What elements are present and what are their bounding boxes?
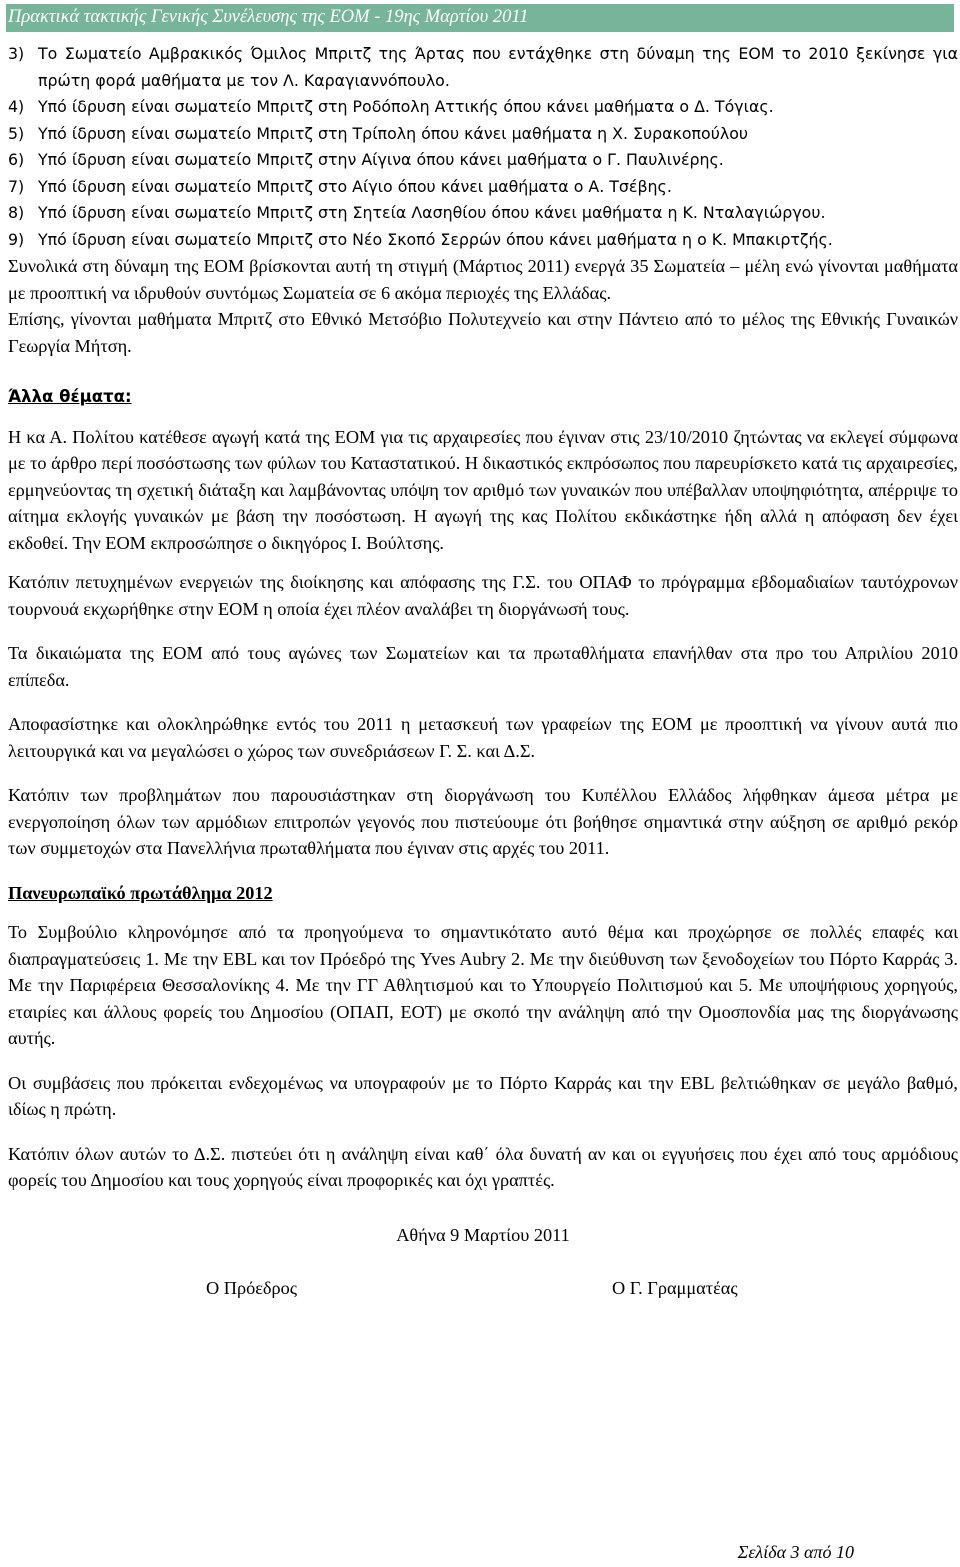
list-item-number: 7) bbox=[8, 176, 25, 196]
document-body bbox=[8, 41, 958, 1305]
page-number: Σελίδα 3 από 10 bbox=[737, 1542, 854, 1562]
list-item-number: 5) bbox=[8, 123, 25, 143]
list-item-text: Υπό ίδρυση είναι σωματείο Μπριτζ στην Αίγινα όπου κάνει μαθήματα ο Γ. Παυλινέρης. bbox=[38, 150, 724, 169]
paragraph-opap: Κατόπιν πετυχημένων ενεργειών της διοίκησης και απόφασης της Γ.Σ. του ΟΠΑΦ το πρόγραμμα εβδομαδιαίων ταυτόχρονων τουρνουά εκχωρήθηκε στην ΕΟΜ η οποία έχει πλέον αναλάβει τη διοργάνωσή τους. bbox=[8, 572, 958, 619]
paragraph-board-decision: Κατόπιν όλων αυτών το Δ.Σ. πιστεύει ότι η ανάληψη είναι καθ΄ όλα δυνατή αν και οι εγγυήσεις που έχει από τους αρμόδιους φορείς του Δημοσίου και τους χορηγούς είναι προφορικές και όχι γραπτές. bbox=[8, 1143, 958, 1190]
list-item-text: Υπό ίδρυση είναι σωματείο Μπριτζ στη Τρίπολη όπου κάνει μαθήματα η Χ. Συρακοπούλου bbox=[38, 123, 749, 143]
list-item-number: 9) bbox=[8, 229, 25, 249]
signature-president: Ο Πρόεδρος bbox=[206, 1278, 298, 1298]
paragraph-offices: Αποφασίστηκε και ολοκληρώθηκε εντός του 2011 η μετασκευή των γραφείων της ΕΟΜ με προοπτική να γίνουν αυτά πιο λειτουργικά και να μεγαλώσει ο χώρος των συνεδριάσεων Γ. Σ. και Δ.Σ. bbox=[8, 714, 958, 761]
club-list bbox=[8, 41, 958, 253]
list-item bbox=[8, 41, 958, 94]
paragraph-rights: Τα δικαιώματα της ΕΟΜ από τους αγώνες των Σωματείων και τα πρωταθλήματα επανήλθαν στα προ του Απριλίου 2010 επίπεδα. bbox=[8, 643, 958, 690]
list-item bbox=[8, 174, 958, 201]
list-item bbox=[8, 147, 958, 174]
list-item bbox=[8, 121, 958, 148]
list-item-text: Το Σωματείο Αμβρακικός Όμιλος Μπριτζ της Άρτας που εντάχθηκε στη δύναμη της ΕΟΜ το 2010 ξεκίνησε για πρώτη φορά μαθήματα με τον Λ. Καραγιαννόπουλο. bbox=[38, 44, 958, 90]
list-item-number: 8) bbox=[8, 203, 25, 222]
paragraph-european: Το Συμβούλιο κληρονόμησε από τα προηγούμενα το σημαντικότατο αυτό θέμα και προχώρησε σε πολλές επαφές και διαπραγματεύσεις 1. Με την EBL και τον Πρόεδρό της Yves Aubry 2. Με την διεύθυνση των ξενοδοχείων του Πόρτο Καρράς 3. Με την Παριφέρεια Θεσσαλονίκης 4. Με την ΓΓ Αθλητισμού και το Υπουργείο Πολιτισμού και 5. Με υποψήφιους χορηγούς, εταιρίες και άλλους φορείς του Δημοσίου (ΟΠΑΠ, ΕΟΤ) με σκοπό την ανάληψη από την Ομοσπονδία μας της διοργάνωσης αυτής. bbox=[8, 922, 958, 1048]
place-date: Αθήνα 9 Μαρτίου 2011 bbox=[396, 1224, 570, 1245]
heading-other-issues: Άλλα θέματα: bbox=[8, 387, 132, 406]
list-item-text: Υπό ίδρυση είναι σωματείο Μπριτζ στη Σητεία Λασηθίου όπου κάνει μαθήματα η Κ. Νταλαγιώργου. bbox=[38, 203, 826, 222]
paragraph-lawsuit: Η κα Α. Πολίτου κατέθεσε αγωγή κατά της ΕΟΜ για τις αρχαιρεσίες που έγιναν στις 23/10/2010 ζητώντας να εκλεγεί σύμφωνα με το άρθρο περί ποσόστωσης των φύλων του Καταστατικού. Η δικαστικός εκπρόσωπος που παρευρίσκετο κατά τις αρχαιρεσίες, ερμηνεύοντας τη σχετική διάταξη και λαμβάνοντας υπόψη τον αριθμό των γυναικών που υπέβαλλαν υποψηφιότητα, απέρριψε το αίτημα εκλογής γυναικών με βάση την ποσόστωση. Η αγωγή της κας Πολίτου εκδικάστηκε ήδη αλλά η απόφαση δεν έχει εκδοθεί. Την ΕΟΜ εκπροσώπησε ο δικηγόρος Ι. Βούλτσης. bbox=[8, 426, 958, 553]
paragraph-total-clubs: Συνολικά στη δύναμη της ΕΟΜ βρίσκονται αυτή τη στιγμή (Μάρτιος 2011) ενεργά 35 Σωματεία – μέλη ενώ γίνονται μαθήματα με προοπτική να ιδρυθούν συντόμως Σωματεία σε 6 ακόμα περιοχές της Ελλάδας. bbox=[8, 256, 958, 303]
paragraph-cup: Κατόπιν των προβλημάτων που παρουσιάστηκαν στη διοργάνωση του Κυπέλλου Ελλάδος λήφθηκαν άμεσα μέτρα με ενεργοποίηση όλων των αρμόδιων επιτροπών γεγονός που πιστεύουμε ότι βοήθησε σημαντικά στην αύξηση σε αριθμό ρεκόρ των συμμετοχών στα Πανελλήνια πρωταθλήματα που έγιναν στις αρχές του 2011. bbox=[8, 785, 958, 858]
paragraph-contracts: Οι συμβάσεις που πρόκειται ενδεχομένως να υπογραφούν με το Πόρτο Καρράς και την EBL βελτιώθηκαν σε μεγάλο βαθμό, ιδίως η πρώτη. bbox=[8, 1072, 958, 1119]
list-item-text: Υπό ίδρυση είναι σωματείο Μπριτζ στη Ροδόπολη Αττικής όπου κάνει μαθήματα ο Δ. Τόγιας. bbox=[38, 97, 774, 116]
list-item-text: Υπό ίδρυση είναι σωματείο Μπριτζ στο Αίγιο όπου κάνει μαθήματα ο Α. Τσέβης. bbox=[38, 176, 672, 196]
list-item-text: Υπό ίδρυση είναι σωματείο Μπριτζ στο Νέο Σκοπό Σερρών όπου κάνει μαθήματα η ο Κ. Μπακιρτζής. bbox=[38, 229, 833, 249]
list-item bbox=[8, 200, 958, 227]
signature-secretary: Ο Γ. Γραμματέας bbox=[612, 1278, 738, 1298]
list-item-number: 4) bbox=[8, 97, 25, 116]
paragraph-lessons: Επίσης, γίνονται μαθήματα Μπριτζ στο Εθνικό Μετσόβιο Πολυτεχνείο και στην Πάντειο από το μέλος της Εθνικής Γυναικών Γεωργία Μήτση. bbox=[8, 309, 958, 356]
list-item bbox=[8, 94, 958, 121]
heading-european-championship: Πανευρωπαϊκό πρωτάθλημα 2012 bbox=[8, 882, 273, 903]
page-header: Πρακτικά τακτικής Γενικής Συνέλευσης της ΕΟΜ - 19ης Μαρτίου 2011 bbox=[6, 4, 954, 32]
list-item-number: 3) bbox=[8, 44, 25, 63]
list-item-number: 6) bbox=[8, 150, 25, 169]
list-item bbox=[8, 227, 958, 254]
signatures bbox=[8, 1275, 958, 1305]
